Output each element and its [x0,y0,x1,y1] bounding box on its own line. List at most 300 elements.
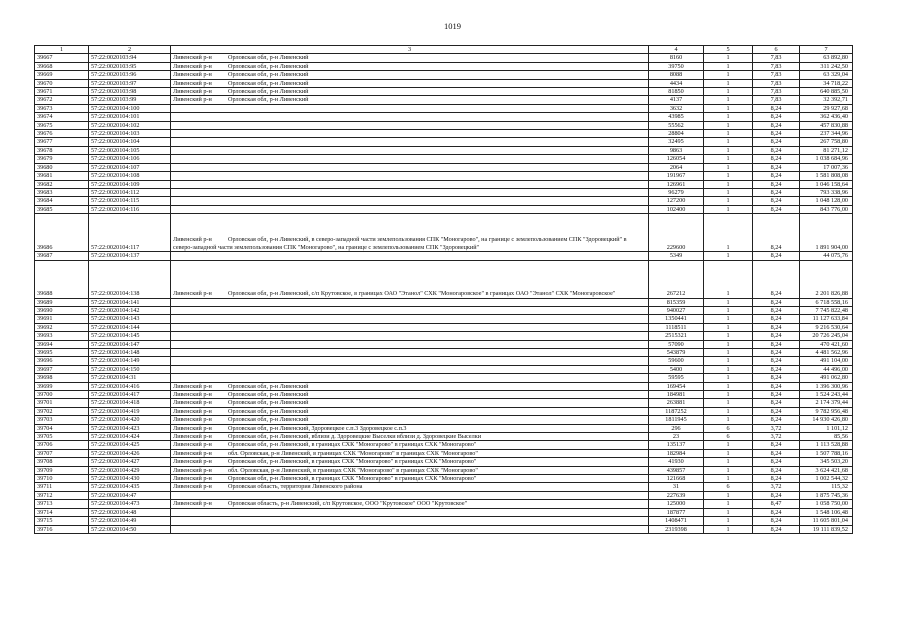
category-code: 1 [704,188,753,196]
specific-value: 8,24 [753,382,800,390]
column-number-3: 3 [171,46,649,54]
location-description [171,525,649,533]
district: Ливенский р-н [173,96,212,104]
address: Орловская обл, р-н Ливенский [228,96,309,104]
location-description [171,466,649,474]
row-number: 39716 [35,525,89,533]
location-description [171,260,649,298]
area: 263881 [649,399,704,407]
specific-value: 8,24 [753,188,800,196]
area: 229600 [649,214,704,252]
area: 940027 [649,306,704,314]
cadastral-number: 57:22:0020104:105 [89,146,171,154]
cadastral-value: 17 007,36 [800,163,853,171]
table-row [35,517,853,525]
cadastral-value: 1 875 745,36 [800,491,853,499]
area: 9863 [649,146,704,154]
cadastral-value: 1 891 904,00 [800,214,853,252]
cadastral-value: 4 481 562,96 [800,348,853,356]
category-code: 1 [704,298,753,306]
address: Орловская обл, р-н Ливенский, Здоровецкое с.п.3 Здоровецкое с.п.3 [228,424,407,432]
table-row [35,466,853,474]
row-number: 39680 [35,163,89,171]
table-row [35,79,853,87]
area: 125000 [649,500,704,508]
category-code: 1 [704,146,753,154]
cadastral-value: 14 930 426,80 [800,416,853,424]
district: Ливенский р-н [173,88,212,96]
cadastral-number: 57:22:0020104:115 [89,197,171,205]
table-row [35,433,853,441]
specific-value: 8,24 [753,121,800,129]
address: Орловская обл, р-н Ливенский, вблизи д. Здоровецкие Выселки вблизи д. Здоровецкие Выселки [228,433,482,441]
table-row [35,163,853,171]
table-row [35,54,853,62]
location-description [171,374,649,382]
table-row [35,323,853,331]
cadastral-value: 457 830,88 [800,121,853,129]
area: 543879 [649,348,704,356]
cadastral-number: 57:22:0020104:149 [89,357,171,365]
cadastral-number: 57:22:0020104:144 [89,323,171,331]
table-row [35,155,853,163]
cadastral-number: 57:22:0020104:108 [89,172,171,180]
table-row [35,391,853,399]
area: 439857 [649,466,704,474]
location-description [171,424,649,432]
location-description [171,121,649,129]
district: Ливенский р-н [173,458,212,466]
specific-value: 8,24 [753,475,800,483]
cadastral-value: 11 127 633,84 [800,315,853,323]
cadastral-number: 57:22:0020104:101 [89,113,171,121]
location-description [171,382,649,390]
specific-value: 8,24 [753,323,800,331]
category-code: 1 [704,365,753,373]
cadastral-number: 57:22:0020103:94 [89,54,171,62]
row-number: 39692 [35,323,89,331]
specific-value: 8,24 [753,399,800,407]
cadastral-number: 57:22:0020104:138 [89,260,171,298]
location-description [171,155,649,163]
cadastral-number: 57:22:0020104:116 [89,205,171,213]
location-description [171,500,649,508]
cadastral-number: 57:22:0020104:107 [89,163,171,171]
table-row [35,500,853,508]
cadastral-value: 34 718,22 [800,79,853,87]
address: Орловская обл, р-н Ливенский, в границах СХК "Моногарово" в границах СХК "Моногарово" [228,475,477,483]
table-row [35,306,853,314]
location-description [171,306,649,314]
cadastral-value: 470 421,60 [800,340,853,348]
location-description [171,197,649,205]
cadastral-value: 1 396 300,96 [800,382,853,390]
cadastral-value: 9 216 530,64 [800,323,853,331]
address: Орловская обл, р-н Ливенский, в границах СХК "Моногарово" в границах СХК "Моногарово" [228,458,477,466]
specific-value: 8,24 [753,348,800,356]
cadastral-value: 2 201 826,88 [800,260,853,298]
specific-value: 8,24 [753,113,800,121]
specific-value: 8,24 [753,315,800,323]
cadastral-value: 1 581 808,08 [800,172,853,180]
location-description [171,214,649,252]
area: 5400 [649,365,704,373]
cadastral-number: 57:22:0020104:106 [89,155,171,163]
table-row [35,382,853,390]
cadastral-number: 57:22:0020104:48 [89,508,171,516]
category-code: 6 [704,483,753,491]
row-number: 39693 [35,332,89,340]
cadastral-number: 57:22:0020104:137 [89,252,171,260]
cadastral-number: 57:22:0020104:117 [89,214,171,252]
cadastral-number: 57:22:0020104:109 [89,180,171,188]
category-code: 1 [704,306,753,314]
row-number: 39694 [35,340,89,348]
cadastral-value: 3 624 421,68 [800,466,853,474]
row-number: 39675 [35,121,89,129]
address: Орловская обл, р-н Ливенский [228,79,309,87]
location-description [171,416,649,424]
specific-value: 8,24 [753,449,800,457]
table-row [35,180,853,188]
column-number-5: 5 [704,46,753,54]
address: Орловская обл, р-н Ливенский, в границах СХК "Моногарово" в границах СХК "Моногарово" [228,441,477,449]
cadastral-value: 11 605 801,04 [800,517,853,525]
area: 1118511 [649,323,704,331]
row-number: 39713 [35,500,89,508]
cadastral-number: 57:22:0020104:416 [89,382,171,390]
specific-value: 8,24 [753,197,800,205]
cadastral-number: 57:22:0020104:143 [89,315,171,323]
cadastral-number: 57:22:0020104:418 [89,399,171,407]
area: 267212 [649,260,704,298]
cadastral-number: 57:22:0020104:425 [89,441,171,449]
row-number: 39704 [35,424,89,432]
row-number: 39687 [35,252,89,260]
category-code: 1 [704,517,753,525]
location-description [171,315,649,323]
address: Орловская обл, р-н Ливенский, в северо-западной части землепользования СПК "Моногарово", на границе с землепользованием СПК "Здоровецкий" в северо-западной части землепользования СПК "Моногарово", на границе с землепользованием СПК "Здоровецкий" [173,236,627,251]
category-code: 1 [704,407,753,415]
row-number: 39688 [35,260,89,298]
cadastral-value: 267 758,80 [800,138,853,146]
cadastral-number: 57:22:0020104:103 [89,130,171,138]
area: 28804 [649,130,704,138]
category-code: 1 [704,113,753,121]
row-number: 39674 [35,113,89,121]
cadastral-number: 57:22:0020104:50 [89,525,171,533]
cadastral-number: 57:22:0020104:417 [89,391,171,399]
location-description [171,340,649,348]
category-code: 1 [704,382,753,390]
table-row [35,62,853,70]
table-row [35,104,853,112]
row-number: 39678 [35,146,89,154]
row-number: 39685 [35,205,89,213]
row-number: 39700 [35,391,89,399]
area: 4434 [649,79,704,87]
category-code: 1 [704,155,753,163]
table-row [35,525,853,533]
table-row [35,188,853,196]
row-number: 39669 [35,71,89,79]
cadastral-value: 1 524 243,44 [800,391,853,399]
cadastral-value: 115,32 [800,483,853,491]
district: Ливенский р-н [173,236,212,244]
category-code: 1 [704,54,753,62]
row-number: 39676 [35,130,89,138]
table-row [35,374,853,382]
row-number: 39696 [35,357,89,365]
column-number-row [35,46,853,54]
area: 32495 [649,138,704,146]
table-row [35,205,853,213]
table-row [35,332,853,340]
row-number: 39714 [35,508,89,516]
specific-value: 8,24 [753,340,800,348]
category-code: 1 [704,214,753,252]
location-description [171,491,649,499]
location-description [171,449,649,457]
cadastral-number: 57:22:0020104:419 [89,407,171,415]
cadastral-number: 57:22:0020104:429 [89,466,171,474]
area: 8088 [649,71,704,79]
category-code: 1 [704,205,753,213]
table-row [35,424,853,432]
address: Орловская обл, р-н Ливенский [228,407,309,415]
district: Ливенский р-н [173,407,212,415]
location-description [171,205,649,213]
table-row [35,121,853,129]
cadastral-value: 81 271,12 [800,146,853,154]
cadastral-value: 63 329,04 [800,71,853,79]
row-number: 39710 [35,475,89,483]
category-code: 1 [704,348,753,356]
row-number: 39684 [35,197,89,205]
category-code: 1 [704,260,753,298]
specific-value: 8,24 [753,146,800,154]
cadastral-number: 57:22:0020103:98 [89,88,171,96]
table-row [35,130,853,138]
address: Орловская обл, р-н Ливенский [228,88,309,96]
cadastral-value: 1 002 544,32 [800,475,853,483]
location-description [171,88,649,96]
row-number: 39699 [35,382,89,390]
cadastral-number: 57:22:0020104:435 [89,483,171,491]
column-number-7: 7 [800,46,853,54]
area: 169454 [649,382,704,390]
cadastral-value: 1 113 528,88 [800,441,853,449]
category-code: 1 [704,252,753,260]
district: Ливенский р-н [173,79,212,87]
table-row [35,491,853,499]
table-row [35,113,853,121]
area: 102400 [649,205,704,213]
column-number-6: 6 [753,46,800,54]
specific-value: 8,24 [753,332,800,340]
category-code: 6 [704,433,753,441]
location-description [171,71,649,79]
cadastral-value: 1 048 128,00 [800,197,853,205]
area: 41930 [649,458,704,466]
location-description [171,96,649,104]
column-number-2: 2 [89,46,171,54]
specific-value: 8,24 [753,458,800,466]
specific-value: 7,83 [753,88,800,96]
table-row [35,146,853,154]
location-description [171,357,649,365]
cadastral-value: 843 776,00 [800,205,853,213]
table-row [35,71,853,79]
cadastral-value: 19 111 839,52 [800,525,853,533]
row-number: 39705 [35,433,89,441]
category-code: 1 [704,315,753,323]
row-number: 39668 [35,62,89,70]
specific-value: 8,24 [753,391,800,399]
area: 3632 [649,104,704,112]
area: 815359 [649,298,704,306]
row-number: 39697 [35,365,89,373]
cadastral-number: 57:22:0020104:142 [89,306,171,314]
location-description [171,79,649,87]
district: Ливенский р-н [173,424,212,432]
table-row [35,365,853,373]
district: Ливенский р-н [173,416,212,424]
area: 127200 [649,197,704,205]
category-code: 1 [704,104,753,112]
specific-value: 8,24 [753,172,800,180]
address: обл. Орловская, р-н Ливенский, в границах СХК "Моногарово" в границах СХК "Моногарово" [228,449,478,457]
cadastral-number: 57:22:0020104:47 [89,491,171,499]
row-number: 39701 [35,399,89,407]
address: Орловская обл, р-н Ливенский [228,382,309,390]
table-row [35,260,853,298]
cadastral-value: 85,56 [800,433,853,441]
table-row [35,449,853,457]
cadastral-number: 57:22:0020104:147 [89,340,171,348]
specific-value: 8,24 [753,298,800,306]
cadastral-value: 793 338,96 [800,188,853,196]
cadastral-value: 345 503,20 [800,458,853,466]
cadastral-number: 57:22:0020104:148 [89,348,171,356]
category-code: 1 [704,96,753,104]
table-row [35,88,853,96]
category-code: 1 [704,458,753,466]
address: Орловская обл, р-н Ливенский [228,416,309,424]
area: 59600 [649,357,704,365]
cadastral-value: 9 782 956,48 [800,407,853,415]
address: Орловская обл, р-н Ливенский, с/п Крутовское, в границах ОАО "Этанол" СХК "Моногаровское" в границах ОАО "Этанол" СХК "Моногаровское" [228,290,616,298]
row-number: 39695 [35,348,89,356]
location-description [171,323,649,331]
area: 43985 [649,113,704,121]
row-number: 39703 [35,416,89,424]
area: 81850 [649,88,704,96]
specific-value: 8,24 [753,508,800,516]
row-number: 39690 [35,306,89,314]
district: Ливенский р-н [173,441,212,449]
location-description [171,517,649,525]
location-description [171,104,649,112]
category-code: 1 [704,500,753,508]
row-number: 39707 [35,449,89,457]
area: 31 [649,483,704,491]
cadastral-value: 1 038 684,96 [800,155,853,163]
area: 1187252 [649,407,704,415]
cadastral-number: 57:22:0020104:423 [89,424,171,432]
cadastral-value: 491 104,00 [800,357,853,365]
location-description [171,365,649,373]
row-number: 39698 [35,374,89,382]
location-description [171,163,649,171]
specific-value: 8,24 [753,365,800,373]
area: 184981 [649,391,704,399]
category-code: 1 [704,449,753,457]
category-code: 1 [704,323,753,331]
table-row [35,172,853,180]
row-number: 39683 [35,188,89,196]
category-code: 1 [704,88,753,96]
cadastral-value: 1 101,12 [800,424,853,432]
row-number: 39672 [35,96,89,104]
cadastral-value: 63 892,80 [800,54,853,62]
district: Ливенский р-н [173,466,212,474]
area: 126054 [649,155,704,163]
specific-value: 8,24 [753,252,800,260]
location-description [171,113,649,121]
cadastral-value-table [34,45,853,534]
row-number: 39670 [35,79,89,87]
location-description [171,252,649,260]
area: 5349 [649,252,704,260]
category-code: 1 [704,525,753,533]
row-number: 39709 [35,466,89,474]
district: Ливенский р-н [173,449,212,457]
area: 23 [649,433,704,441]
district: Ливенский р-н [173,290,212,298]
cadastral-number: 57:22:0020104:100 [89,104,171,112]
cadastral-number: 57:22:0020104:424 [89,433,171,441]
address: обл. Орловская, р-н Ливенский, в границах СХК "Моногарово" в границах СХК "Моногарово" [228,466,478,474]
area: 2319398 [649,525,704,533]
category-code: 1 [704,332,753,340]
table-row [35,407,853,415]
cadastral-number: 57:22:0020104:145 [89,332,171,340]
address: Орловская область, р-н Ливенский, с/п Крутовское, ООО "Крутовское" ООО "Крутовское" [228,500,468,508]
area: 2064 [649,163,704,171]
area: 182984 [649,449,704,457]
area: 187877 [649,508,704,516]
location-description [171,180,649,188]
district: Ливенский р-н [173,71,212,79]
address: Орловская обл, р-н Ливенский [228,54,309,62]
area: 121668 [649,475,704,483]
specific-value: 7,83 [753,79,800,87]
category-code: 1 [704,466,753,474]
row-number: 39686 [35,214,89,252]
category-code: 1 [704,340,753,348]
cadastral-value: 1 046 158,64 [800,180,853,188]
table-row [35,475,853,483]
table-row [35,298,853,306]
row-number: 39667 [35,54,89,62]
specific-value: 8,24 [753,155,800,163]
category-code: 1 [704,475,753,483]
area: 1408471 [649,517,704,525]
category-code: 1 [704,79,753,87]
area: 1350441 [649,315,704,323]
category-code: 1 [704,374,753,382]
